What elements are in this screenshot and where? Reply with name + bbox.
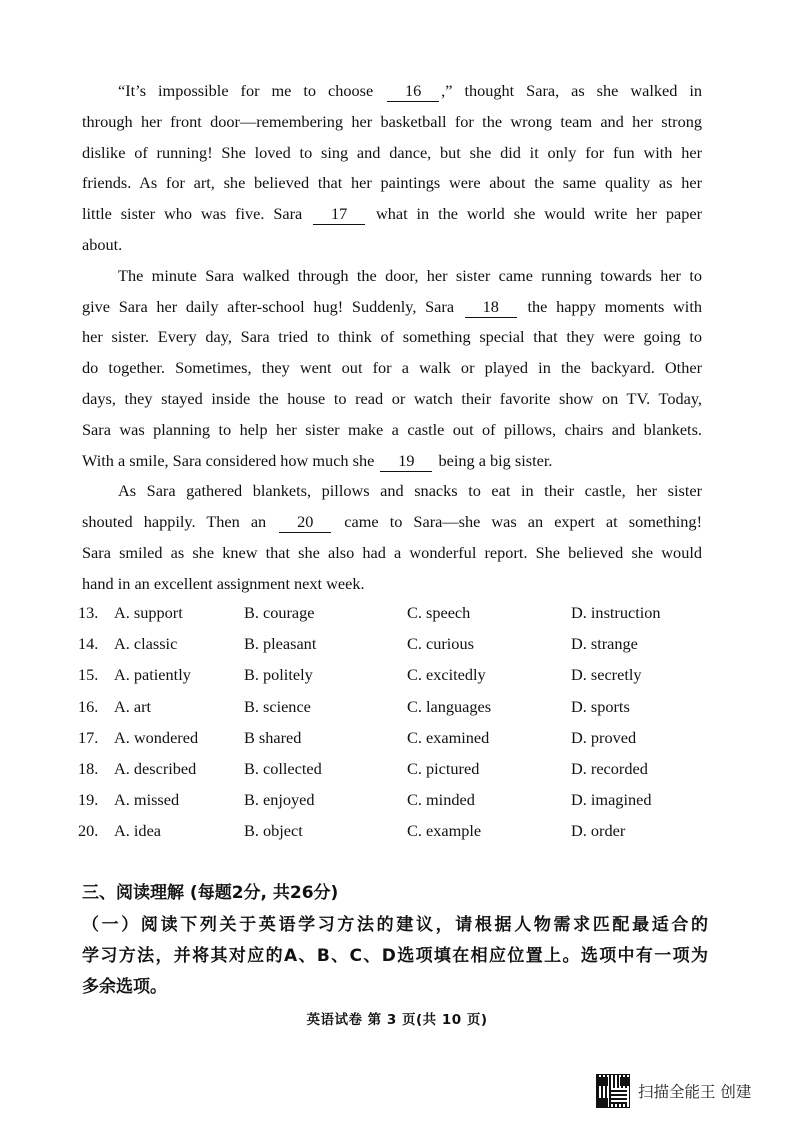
option-row [78,694,718,720]
passage-text: As Sara gathered blankets, pillows and snacks to eat in their castle, her sister [118,481,702,501]
option-a: A. missed [114,790,180,810]
question-number: 18. [78,759,99,778]
passage-text: what in the world she would write her paper [367,204,703,224]
option-d: D. recorded [571,759,648,778]
instruction-line: （一）阅读下列关于英语学习方法的建议，请根据人物需求匹配最适合的 [82,915,708,935]
option-a: A. idea [114,821,162,841]
passage-line [82,140,702,166]
passage-line [82,201,702,227]
passage-text: friends. As for art, she believed that her paintings were about the same quality as her [82,173,702,193]
option-b: B shared [244,727,302,747]
passage-line [82,109,702,135]
blank-19: 19 [380,451,432,472]
option-c: C. minded [407,790,475,810]
option-b: B. science [244,696,311,716]
question-number: 16. [78,696,99,716]
passage-text: her sister. Every day, Sara tried to think of something special that they were going to [82,327,702,347]
question-number: 17. [78,727,99,747]
passage-text: about. [82,235,123,254]
passage-text: Sara smiled as she knew that she also had a wonderful report. She believed she would [82,543,702,562]
passage-line [82,571,702,597]
option-b: B. object [244,821,303,841]
option-c: C. languages [407,696,492,716]
passage-text: Sara was planning to help her sister make a castle out of pillows, chairs and blankets. [82,419,702,439]
section-title: 三、阅读理解 (每题2分, 共26分) [82,883,339,903]
passage-line [82,324,702,350]
passage-line [82,232,702,258]
passage-line [82,540,702,566]
option-d: D. instruction [571,603,661,622]
question-number: 14. [78,634,99,654]
question-number: 13. [78,603,99,622]
qr-code-icon [596,1074,630,1108]
question-number: 15. [78,665,99,685]
passage-text: dislike of running! She loved to sing and dance, but she did it only for fun with her [82,142,702,162]
option-a: A. wondered [114,727,199,747]
passage-text: being a big sister. [434,450,553,470]
passage-text: days, they stayed inside the house to read or watch their favorite show on TV. Today, [82,389,702,408]
option-row [78,756,718,782]
option-c: C. pictured [407,759,480,778]
question-number: 19. [78,790,99,810]
option-d: D. imagined [571,790,652,810]
passage-text: ,” thought Sara, as she walked in [441,81,702,100]
option-b: B. politely [244,665,313,685]
passage-line [82,386,702,412]
passage-text: shouted happily. Then an [82,512,278,532]
option-b: B. courage [244,603,315,622]
question-number: 20. [78,821,99,841]
blank-17: 17 [313,204,365,225]
page-footer: 英语试卷 第 3 页(共 10 页) [306,1012,488,1028]
option-a: A. support [114,603,183,622]
option-row [78,662,718,688]
watermark-text: 扫描全能王 创建 [638,1083,752,1101]
passage-text: do together. Sometimes, they went out for a walk or played in the backyard. Other [82,358,702,378]
option-a: A. patiently [114,665,191,685]
passage-text: With a smile, Sara considered how much she [82,450,379,470]
passage-text: hand in an excellent assignment next week. [82,573,365,593]
blank-16: 16 [387,81,439,102]
blank-20: 20 [279,512,331,533]
passage-line [82,355,702,381]
option-a: A. art [114,696,152,716]
passage-line [82,294,702,320]
option-d: D. sports [571,696,630,716]
passage-text: through her front door—remembering her basketball for the wrong team and her strong [82,111,702,131]
option-b: B. collected [244,759,322,778]
option-d: D. proved [571,727,637,747]
option-d: D. strange [571,634,638,654]
passage-text: little sister who was five. Sara [82,204,312,224]
option-c: C. speech [407,603,471,622]
instruction-line: 学习方法，并将其对应的A、B、C、D选项填在相应位置上。选项中有一项为 [82,946,708,966]
passage-text: the happy moments with [518,296,702,316]
option-row [78,725,718,751]
option-row [78,818,718,844]
option-a: A. classic [114,634,178,654]
option-c: C. curious [407,634,474,654]
passage-text: The minute Sara walked through the door, her sister came running towards her to [118,265,702,285]
option-row [78,631,718,657]
passage-line [118,263,702,289]
option-b: B. pleasant [244,634,317,654]
option-d: D. order [571,821,626,841]
passage-line [118,78,702,104]
option-c: C. example [407,821,482,841]
option-row [78,600,718,626]
option-d: D. secretly [571,665,642,685]
option-c: C. examined [407,727,490,747]
passage-text: give Sara her daily after-school hug! Suddenly, Sara [82,296,463,316]
passage-line [82,509,702,535]
passage-text: “It’s impossible for me to choose [118,81,386,100]
passage-line [82,417,702,443]
blank-18: 18 [465,297,517,318]
passage-text: came to Sara—she was an expert at something! [333,512,702,532]
option-b: B. enjoyed [244,790,315,810]
option-c: C. excitedly [407,665,486,685]
option-row [78,787,718,813]
passage-line [82,448,702,474]
option-a: A. described [114,759,197,778]
instruction-line: 多余选项。 [82,977,167,997]
passage-line [82,170,702,196]
passage-line [118,478,702,504]
